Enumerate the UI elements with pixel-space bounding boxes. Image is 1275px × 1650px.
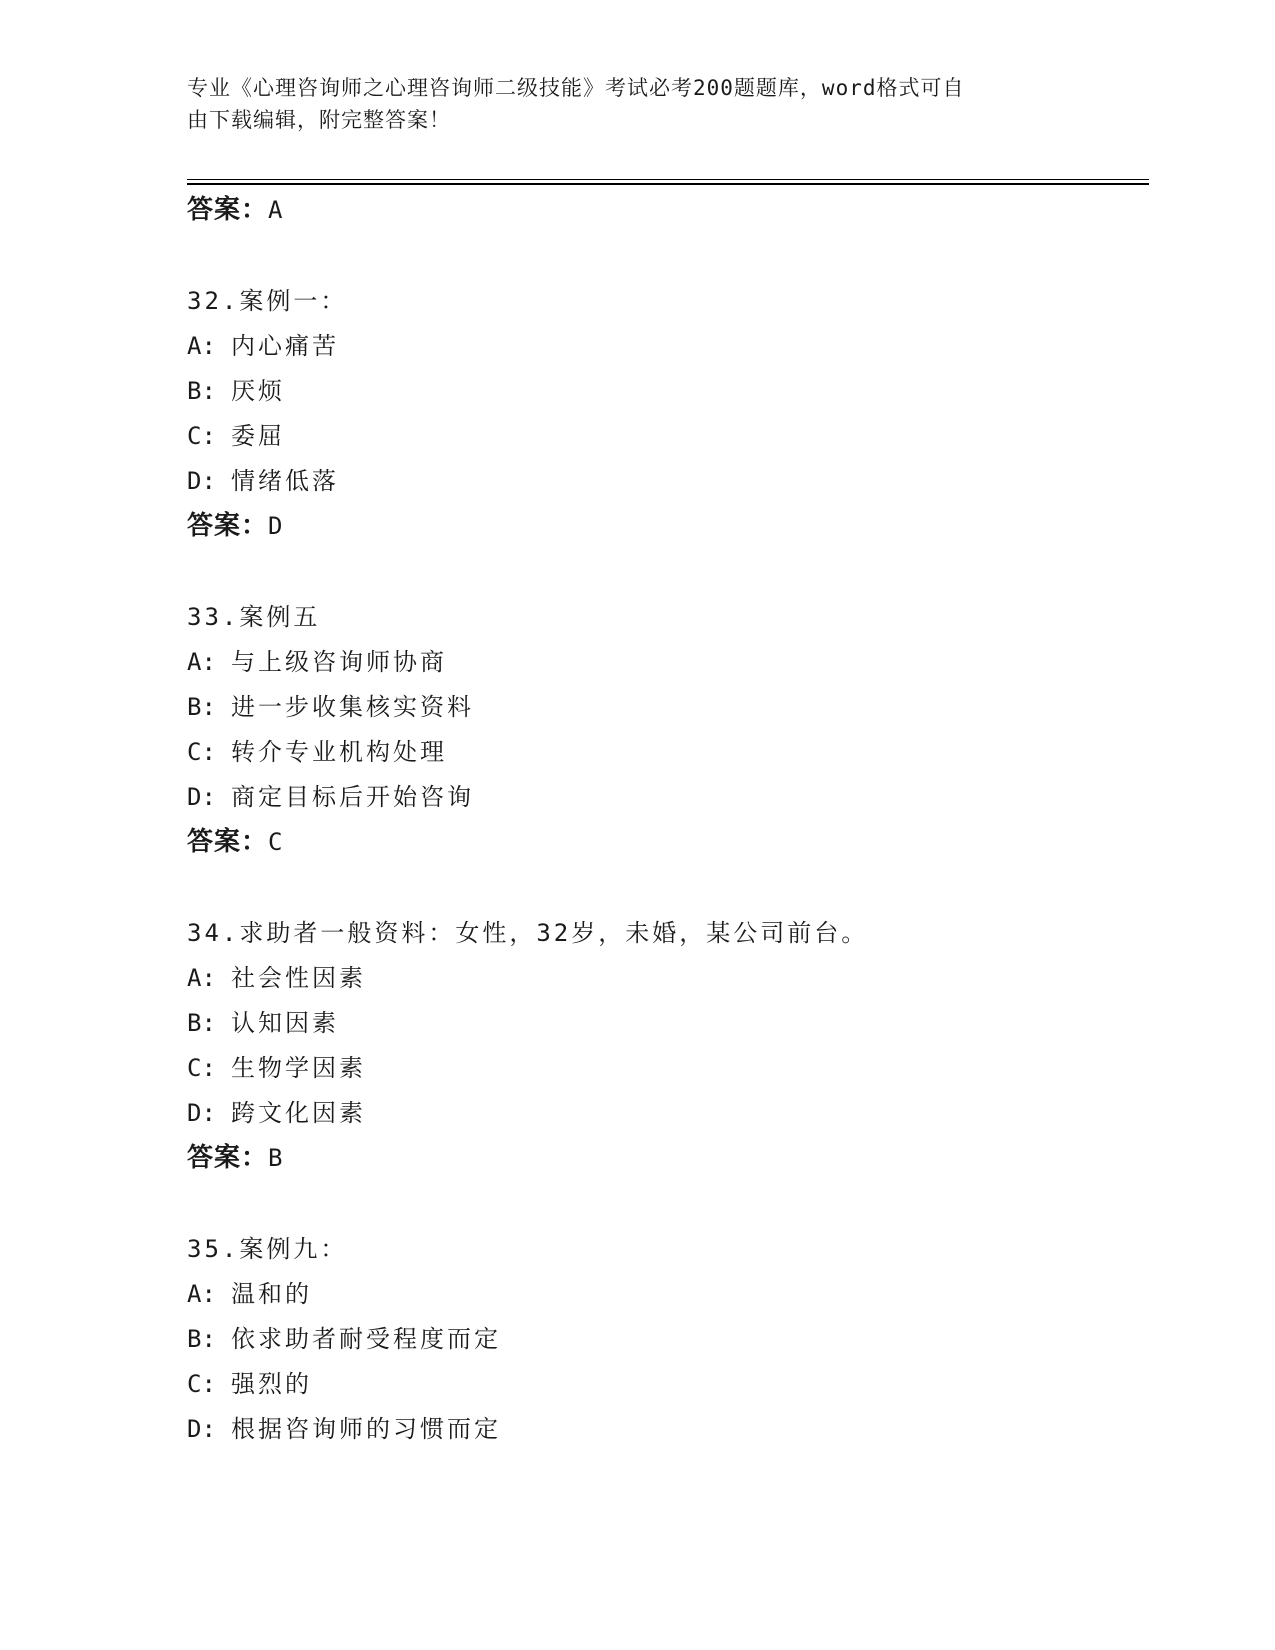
question-block xyxy=(187,279,1147,548)
option-letter: D: xyxy=(187,783,216,811)
option-letter: B: xyxy=(187,1009,216,1037)
option-text: 与上级咨询师协商 xyxy=(231,648,447,676)
option-d xyxy=(187,1407,1147,1452)
header-line-2: 由下载编辑，附完整答案！ xyxy=(187,108,451,132)
question-list xyxy=(187,188,1147,1452)
option-letter: B: xyxy=(187,1325,216,1353)
answer-line xyxy=(187,504,1147,548)
spacer xyxy=(187,232,1147,279)
option-b xyxy=(187,685,1147,730)
question-block xyxy=(187,595,1147,864)
option-letter: C: xyxy=(187,1054,216,1082)
option-letter: D: xyxy=(187,1099,216,1127)
option-c xyxy=(187,1046,1147,1091)
option-b xyxy=(187,1001,1147,1046)
option-text: 社会性因素 xyxy=(231,964,366,992)
option-letter: A: xyxy=(187,1280,216,1308)
option-d xyxy=(187,1091,1147,1136)
answer-line xyxy=(187,188,1147,232)
option-text: 强烈的 xyxy=(231,1370,312,1398)
answer-label: 答案： xyxy=(187,1143,269,1173)
option-letter: D: xyxy=(187,467,216,495)
spacer xyxy=(187,1180,1147,1227)
option-text: 依求助者耐受程度而定 xyxy=(231,1325,501,1353)
option-letter: C: xyxy=(187,1370,216,1398)
answer-value: D xyxy=(268,512,284,540)
answer-label: 答案： xyxy=(187,827,269,857)
question-block xyxy=(187,1227,1147,1452)
header-rule-thin xyxy=(187,179,1149,180)
option-d xyxy=(187,775,1147,820)
option-text: 情绪低落 xyxy=(231,467,339,495)
option-a xyxy=(187,1272,1147,1317)
question-stem: 33.案例五 xyxy=(187,603,321,631)
option-text: 温和的 xyxy=(231,1280,312,1308)
option-a xyxy=(187,640,1147,685)
answer-value: B xyxy=(268,1144,284,1172)
option-c xyxy=(187,730,1147,775)
option-a xyxy=(187,956,1147,1001)
document-header xyxy=(187,72,1067,136)
option-letter: D: xyxy=(187,1415,216,1443)
answer-value: C xyxy=(268,828,284,856)
option-text: 内心痛苦 xyxy=(231,332,339,360)
question-stem: 35.案例九： xyxy=(187,1235,348,1263)
option-letter: B: xyxy=(187,377,216,405)
option-a xyxy=(187,324,1147,369)
option-c xyxy=(187,414,1147,459)
spacer xyxy=(187,864,1147,911)
option-letter: A: xyxy=(187,648,216,676)
option-letter: A: xyxy=(187,332,216,360)
option-text: 商定目标后开始咨询 xyxy=(231,783,474,811)
answer-value: A xyxy=(268,196,284,224)
answer-label: 答案： xyxy=(187,195,269,225)
header-rule-thick xyxy=(187,183,1149,185)
option-d xyxy=(187,459,1147,504)
answer-line xyxy=(187,820,1147,864)
option-letter: C: xyxy=(187,422,216,450)
option-text: 认知因素 xyxy=(231,1009,339,1037)
question-stem: 34.求助者一般资料：女性，32岁，未婚，某公司前台。 xyxy=(187,919,869,947)
option-letter: C: xyxy=(187,738,216,766)
option-b xyxy=(187,1317,1147,1362)
option-b xyxy=(187,369,1147,414)
header-line-1: 专业《心理咨询师之心理咨询师二级技能》考试必考200题题库，word格式可自 xyxy=(187,76,965,100)
option-text: 厌烦 xyxy=(231,377,285,405)
option-text: 跨文化因素 xyxy=(231,1099,366,1127)
option-letter: A: xyxy=(187,964,216,992)
option-c xyxy=(187,1362,1147,1407)
question-stem: 32.案例一： xyxy=(187,287,348,315)
option-text: 生物学因素 xyxy=(231,1054,366,1082)
option-letter: B: xyxy=(187,693,216,721)
answer-line xyxy=(187,1136,1147,1180)
option-text: 进一步收集核实资料 xyxy=(231,693,474,721)
spacer xyxy=(187,548,1147,595)
option-text: 转介专业机构处理 xyxy=(231,738,447,766)
option-text: 委屈 xyxy=(231,422,285,450)
question-block xyxy=(187,911,1147,1180)
option-text: 根据咨询师的习惯而定 xyxy=(231,1415,501,1443)
answer-label: 答案： xyxy=(187,511,269,541)
